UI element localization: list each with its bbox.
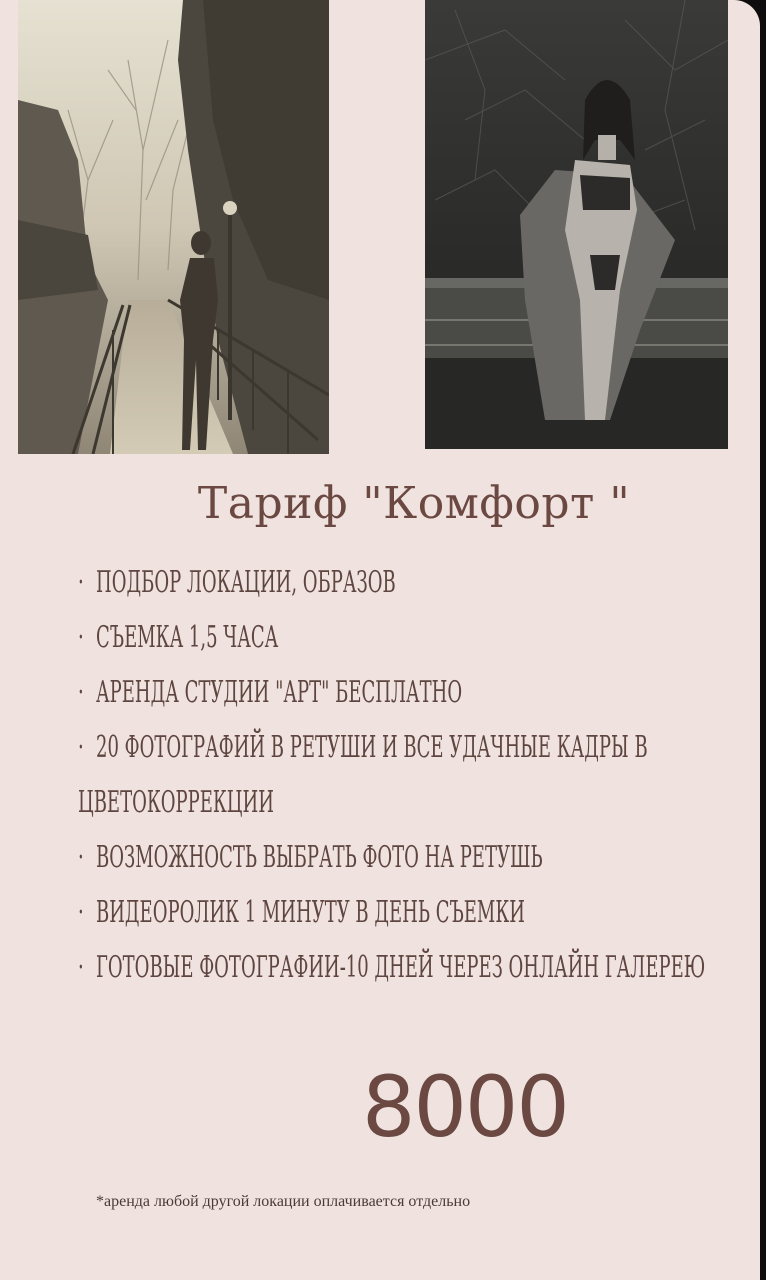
bullet: · [78,950,84,985]
bullet: · [78,620,84,655]
feature-text: АРЕНДА СТУДИИ "АРТ" БЕСПЛАТНО [96,675,463,710]
photo-balcony [425,0,728,449]
photo-walkway [18,0,329,454]
bullet: · [78,895,84,930]
feature-item [78,830,726,885]
photo-walkway-icon [18,0,329,454]
feature-item [78,665,726,720]
bullet: · [78,565,84,600]
feature-text: СЪЕМКА 1,5 ЧАСА [96,620,279,655]
tariff-title: Тариф "Комфорт " [197,478,631,529]
feature-item [78,885,726,940]
bullet: · [78,730,84,765]
feature-text: ПОДБОР ЛОКАЦИИ, ОБРАЗОВ [96,565,396,600]
photo-balcony-icon [425,0,728,449]
features-list [78,555,706,995]
feature-item [78,610,726,665]
bullet: · [78,840,84,875]
feature-item [78,940,726,995]
bullet: · [78,675,84,710]
feature-text: ГОТОВЫЕ ФОТОГРАФИИ-10 ДНЕЙ ЧЕРЕЗ ОНЛАЙН ГАЛЕРЕЮ [96,950,706,985]
feature-text: 20 ФОТОГРАФИЙ В РЕТУШИ И ВСЕ УДАЧНЫЕ КАДРЫ В ЦВЕТОКОРРЕКЦИИ [78,730,648,820]
footnote: *аренда любой другой локации оплачивается отдельно [96,1193,471,1210]
feature-item [78,555,726,610]
feature-item [78,720,726,830]
price: 8000 [362,1058,568,1156]
feature-text: ВИДЕОРОЛИК 1 МИНУТУ В ДЕНЬ СЪЕМКИ [96,895,525,930]
feature-text: ВОЗМОЖНОСТЬ ВЫБРАТЬ ФОТО НА РЕТУШЬ [96,840,543,875]
